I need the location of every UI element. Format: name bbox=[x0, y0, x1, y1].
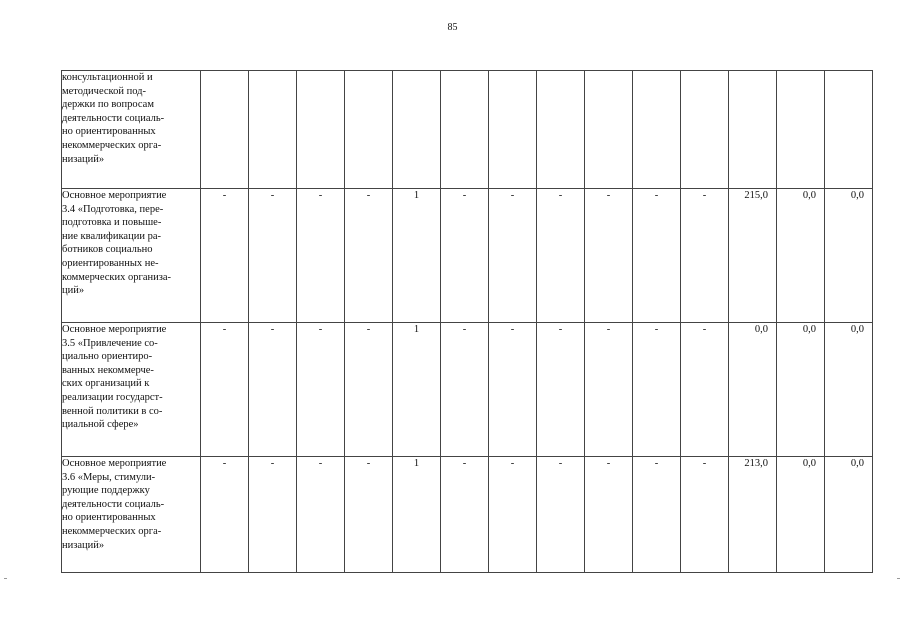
table-cell: 0,0 bbox=[825, 189, 873, 323]
table-cell: - bbox=[585, 189, 633, 323]
table-cell bbox=[825, 71, 873, 189]
program-table bbox=[61, 70, 873, 573]
table-cell bbox=[681, 71, 729, 189]
edge-mark-left bbox=[4, 578, 7, 579]
table-cell bbox=[201, 71, 249, 189]
table-cell: - bbox=[585, 323, 633, 457]
table-cell: 0,0 bbox=[777, 323, 825, 457]
page-number: 85 bbox=[447, 22, 458, 33]
table-cell: - bbox=[249, 323, 297, 457]
row-description: Основное мероприятие 3.4 «Подготовка, пере- подготовка и повыше- ние квалификации ра- ботников социально ориентированных не- коммерческих организа- ций» bbox=[62, 189, 201, 323]
table-cell: - bbox=[297, 323, 345, 457]
table-cell bbox=[585, 71, 633, 189]
table-cell bbox=[345, 71, 393, 189]
table-cell: - bbox=[681, 323, 729, 457]
table-cell: - bbox=[441, 323, 489, 457]
table-row bbox=[62, 189, 873, 323]
row-description: Основное мероприятие 3.6 «Меры, стимули- рующие поддержку деятельности социаль- но ориентированных некоммерческих орга- низаций» bbox=[62, 457, 201, 573]
table-cell bbox=[537, 71, 585, 189]
table-cell: - bbox=[297, 189, 345, 323]
table-cell bbox=[489, 71, 537, 189]
table-cell: 0,0 bbox=[777, 457, 825, 573]
table-cell: - bbox=[537, 457, 585, 573]
table-cell: 1 bbox=[393, 189, 441, 323]
table-cell: 0,0 bbox=[825, 323, 873, 457]
table-cell: 0,0 bbox=[825, 457, 873, 573]
table-cell: - bbox=[681, 457, 729, 573]
table-cell: 213,0 bbox=[729, 457, 777, 573]
table-cell bbox=[249, 71, 297, 189]
row-description: Основное мероприятие 3.5 «Привлечение со- циально ориентиро- ванных некоммерче- ских организаций к реализации государст- венной политики в со- циальной сфере» bbox=[62, 323, 201, 457]
table-cell bbox=[729, 71, 777, 189]
table-cell: - bbox=[249, 189, 297, 323]
table-cell: - bbox=[249, 457, 297, 573]
table-cell: - bbox=[633, 189, 681, 323]
edge-mark-right bbox=[897, 578, 900, 579]
table-cell: - bbox=[345, 323, 393, 457]
table-cell bbox=[633, 71, 681, 189]
table-cell bbox=[777, 71, 825, 189]
table-cell: 1 bbox=[393, 457, 441, 573]
table-cell: - bbox=[585, 457, 633, 573]
table-cell: - bbox=[201, 457, 249, 573]
table-cell: - bbox=[201, 189, 249, 323]
table-cell: - bbox=[633, 457, 681, 573]
row-description: консультационной и методической под- держки по вопросам деятельности социаль- но ориентированных некоммерческих орга- низаций» bbox=[62, 71, 201, 189]
table-cell bbox=[441, 71, 489, 189]
table-cell: - bbox=[537, 189, 585, 323]
table-cell: - bbox=[345, 457, 393, 573]
table-row bbox=[62, 323, 873, 457]
table-cell: - bbox=[297, 457, 345, 573]
table-cell: - bbox=[441, 189, 489, 323]
table-cell: - bbox=[537, 323, 585, 457]
table-cell: - bbox=[345, 189, 393, 323]
table-cell: - bbox=[489, 189, 537, 323]
table-cell: 0,0 bbox=[777, 189, 825, 323]
table-cell: 0,0 bbox=[729, 323, 777, 457]
table-cell: - bbox=[441, 457, 489, 573]
table-cell: - bbox=[633, 323, 681, 457]
table-cell: - bbox=[489, 457, 537, 573]
table-cell: 215,0 bbox=[729, 189, 777, 323]
table-cell bbox=[297, 71, 345, 189]
table-row bbox=[62, 71, 873, 189]
table-cell: - bbox=[201, 323, 249, 457]
table-cell: - bbox=[489, 323, 537, 457]
table-row bbox=[62, 457, 873, 573]
table-cell bbox=[393, 71, 441, 189]
table-cell: - bbox=[681, 189, 729, 323]
table-cell: 1 bbox=[393, 323, 441, 457]
